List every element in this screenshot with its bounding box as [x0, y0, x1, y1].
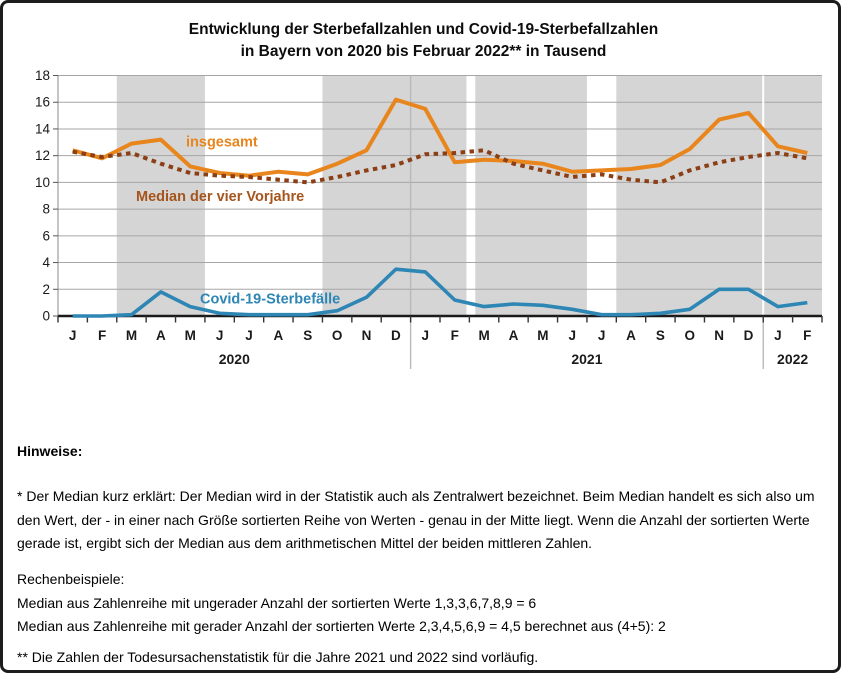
y-tick-label: 4	[42, 255, 50, 271]
month-label: F	[97, 328, 107, 343]
examples-heading: Rechenbeispiele:	[17, 571, 125, 587]
month-label: J	[597, 328, 606, 343]
month-label: A	[508, 328, 519, 343]
month-label: O	[684, 328, 696, 343]
month-label: N	[714, 328, 725, 343]
month-label: M	[537, 328, 549, 343]
month-label: M	[478, 328, 490, 343]
y-tick-label: 10	[34, 174, 50, 190]
year-label: 2020	[218, 351, 250, 367]
month-label: A	[626, 328, 636, 343]
y-tick-label: 6	[42, 228, 50, 244]
y-tick-label: 2	[42, 281, 50, 297]
month-label: M	[125, 328, 138, 343]
example-odd: Median aus Zahlenreihe mit ungerader Anzahl der sortierten Werte 1,3,3,6,7,8,9 = 6	[17, 594, 537, 611]
line-chart	[3, 3, 841, 383]
month-label: S	[303, 328, 313, 343]
month-label: J	[568, 328, 576, 343]
month-label: D	[391, 328, 401, 343]
month-label: S	[655, 328, 665, 343]
year-label: 2022	[777, 351, 809, 367]
month-label: J	[215, 328, 224, 343]
covid-wave-band	[616, 76, 822, 317]
month-label: J	[68, 328, 77, 343]
month-label: A	[155, 328, 166, 343]
y-tick-label: 0	[42, 308, 50, 324]
chart-title-line2: in Bayern von 2020 bis Februar 2022** in Tausend	[240, 43, 607, 60]
chart-title-line1: Entwicklung der Sterbefallzahlen und Covid-19-Sterbefallzahlen	[188, 21, 659, 38]
month-label: J	[421, 328, 430, 343]
y-tick-label: 14	[34, 121, 50, 137]
covid-wave-band	[322, 76, 466, 317]
example-even: Median aus Zahlenreihe mit gerader Anzahl der sortierten Werte 2,3,4,5,6,9 = 4,5 berechnet aus (4+5): 2	[17, 618, 666, 634]
month-label: F	[450, 328, 459, 343]
y-tick-label: 18	[34, 68, 50, 83]
median-explanation: * Der Median kurz erklärt: Der Median wird in der Statistik auch als Zentralwert bezeichnet. Beim Median handelt es sich also um den Wert, der - in einer nach Größe sortierten Reihe von Werten - genau in der Mitte liegt. Wenn die Anzahl der sortierten Werte gerade ist, ergibt sich der Median aus dem arithmetischen Mittel der beiden mittleren Zahlen.	[17, 488, 815, 551]
month-label: N	[361, 328, 372, 343]
covid-wave-band	[475, 76, 587, 317]
y-tick-label: 8	[42, 201, 50, 217]
series-label-insgesamt: insgesamt	[186, 134, 258, 151]
notes-heading: Hinweise:	[17, 443, 83, 459]
series-label-covid-19-sterbef-lle: Covid-19-Sterbefälle	[200, 291, 341, 308]
y-tick-label: 16	[34, 94, 50, 110]
month-label: F	[803, 328, 812, 343]
y-tick-label: 12	[34, 148, 50, 164]
month-label: O	[331, 328, 343, 343]
preliminary-note: ** Die Zahlen der Todesursachenstatistik für die Jahre 2021 und 2022 sind vorläufig.	[17, 649, 539, 665]
month-label: J	[245, 328, 253, 343]
year-label: 2021	[571, 351, 603, 367]
month-label: M	[184, 328, 196, 343]
month-label: D	[743, 328, 754, 343]
month-label: J	[774, 328, 782, 343]
series-label-median-der-vier-vorjahre: Median der vier Vorjahre	[136, 189, 305, 205]
examples-block	[17, 568, 837, 639]
month-label: A	[273, 328, 284, 343]
